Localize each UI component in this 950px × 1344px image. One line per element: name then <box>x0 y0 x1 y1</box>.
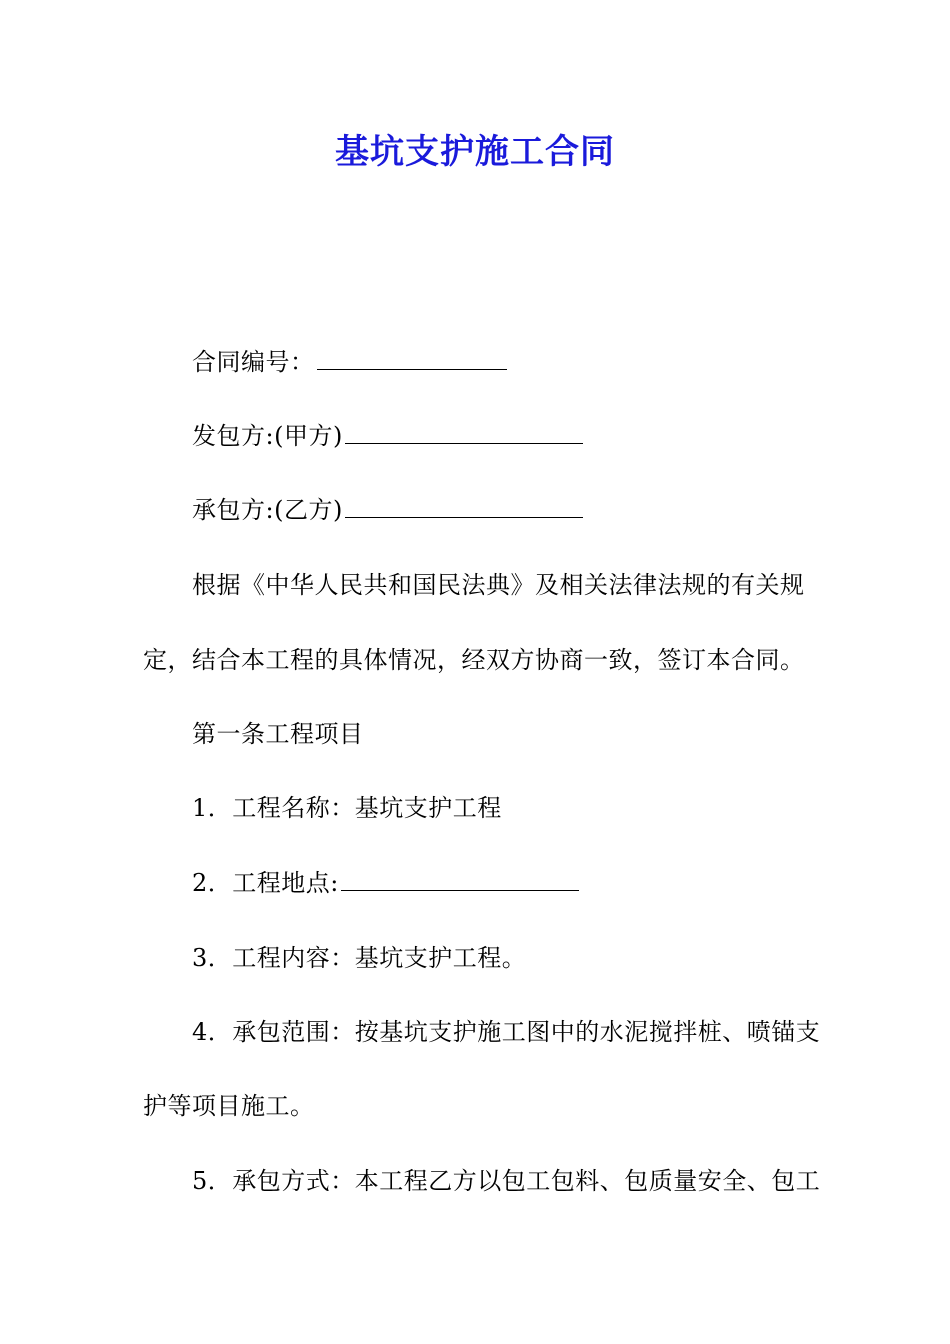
contract-number-blank <box>317 343 507 370</box>
paragraph-line: 定，结合本工程的具体情况，经双方协商一致，签订本合同。 <box>143 646 805 674</box>
paragraph-line: 5．承包方式：本工程乙方以包工包料、包质量安全、包工 <box>192 1167 821 1195</box>
paragraph-line: 4．承包范围：按基坑支护施工图中的水泥搅拌桩、喷锚支 <box>192 1018 821 1046</box>
project-location-blank <box>341 864 579 891</box>
contract-number-line <box>192 342 507 382</box>
party-a-line <box>192 416 583 456</box>
party-a-label: 发包方:(甲方) <box>192 422 343 450</box>
party-b-blank <box>345 491 583 518</box>
project-location-line <box>192 863 579 903</box>
paragraph-line: 根据《中华人民共和国民法典》及相关法律法规的有关规 <box>192 571 805 599</box>
paragraph-line: 3．工程内容：基坑支护工程。 <box>192 944 527 972</box>
project-location-label: 2．工程地点: <box>192 869 339 897</box>
section-heading: 第一条工程项目 <box>192 720 364 748</box>
paragraph-line: 护等项目施工。 <box>143 1092 315 1120</box>
party-b-line <box>192 490 583 530</box>
paragraph-line: 1．工程名称：基坑支护工程 <box>192 794 502 822</box>
contract-number-label: 合同编号： <box>192 348 315 376</box>
party-b-label: 承包方:(乙方) <box>192 496 343 524</box>
document-title: 基坑支护施工合同 <box>335 132 615 172</box>
party-a-blank <box>345 417 583 444</box>
